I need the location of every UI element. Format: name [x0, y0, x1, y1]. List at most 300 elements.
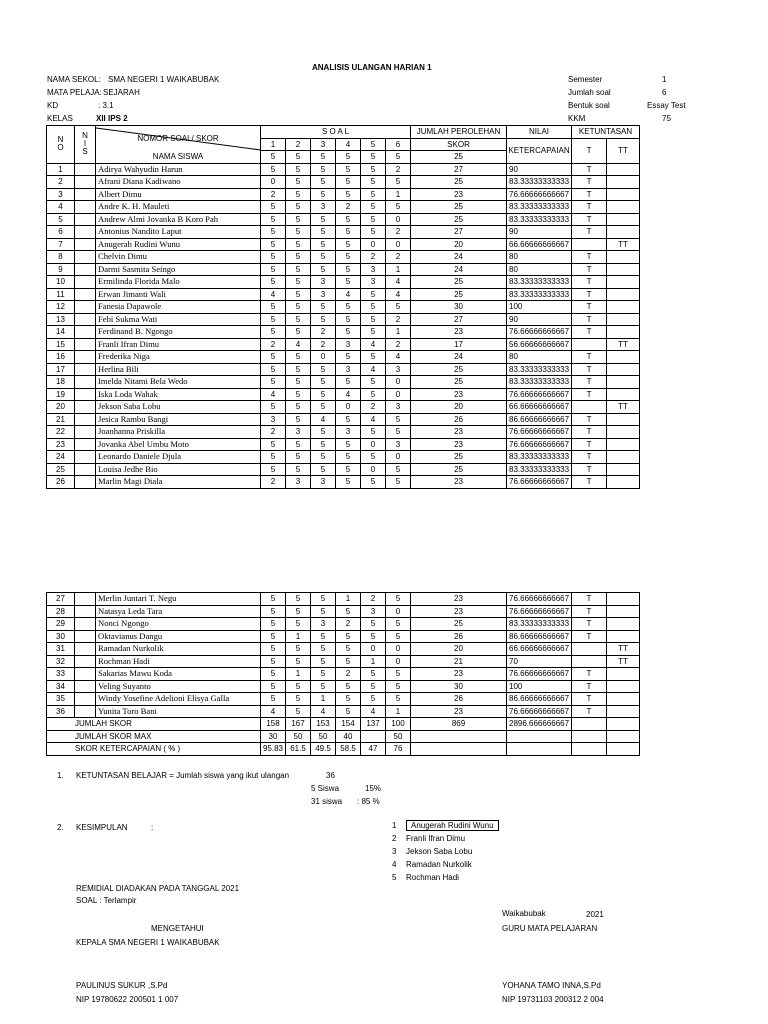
kesimpulan-item	[392, 821, 499, 834]
student-score-5: 5	[361, 326, 386, 339]
student-score-1: 5	[261, 276, 286, 289]
header-row-1	[47, 126, 640, 139]
student-score-6: 1	[386, 326, 411, 339]
student-score-1: 5	[261, 351, 286, 364]
student-tuntas: T	[572, 426, 607, 439]
student-total: 20	[411, 401, 507, 414]
student-score-4: 2	[336, 201, 361, 214]
student-score-6: 4	[386, 351, 411, 364]
student-no: 22	[47, 426, 75, 439]
student-nis	[75, 593, 96, 606]
jumlah-skor-row-label: JUMLAH SKOR	[47, 718, 261, 731]
student-total: 23	[411, 705, 507, 718]
student-score-4: 5	[336, 705, 361, 718]
student-name: Chelvin Dimu	[96, 251, 261, 264]
student-score-4: 3	[336, 363, 361, 376]
semester-label: Semester	[568, 75, 603, 84]
student-nilai: 76.66666666667	[507, 668, 572, 681]
student-score-4: 5	[336, 188, 361, 201]
student-nilai: 76.66666666667	[507, 476, 572, 489]
student-name: Frederika Niga	[96, 351, 261, 364]
header-ketercapaian: KETERCAPAIAN	[507, 138, 572, 163]
student-score-2: 5	[286, 413, 311, 426]
jumlah-max-row	[47, 730, 640, 743]
ketercapaian-row-soal-1: 95.83	[261, 743, 286, 756]
student-score-3: 3	[311, 476, 336, 489]
student-score-1: 5	[261, 438, 286, 451]
student-score-3: 5	[311, 251, 336, 264]
student-tidak-tuntas	[607, 376, 640, 389]
student-tidak-tuntas	[607, 226, 640, 239]
guru-title: GURU MATA PELAJARAN	[502, 924, 598, 933]
student-name: Anugerah Rudini Wunu	[96, 238, 261, 251]
student-total: 25	[411, 463, 507, 476]
student-total: 25	[411, 276, 507, 289]
table-row	[47, 276, 640, 289]
student-total: 26	[411, 693, 507, 706]
soal-number-4: 4	[336, 138, 361, 151]
student-total: 23	[411, 426, 507, 439]
student-nilai: 86.66666666667	[507, 693, 572, 706]
student-nis	[75, 630, 96, 643]
jumlah-max-row-soal-2: 50	[286, 730, 311, 743]
student-total: 27	[411, 226, 507, 239]
student-tidak-tuntas	[607, 705, 640, 718]
student-score-4: 0	[336, 401, 361, 414]
student-score-2: 5	[286, 655, 311, 668]
header-tt: TT	[607, 138, 640, 163]
student-nilai: 76.66666666667	[507, 438, 572, 451]
student-nis	[75, 326, 96, 339]
student-total: 25	[411, 376, 507, 389]
student-score-3: 5	[311, 605, 336, 618]
student-tuntas	[572, 655, 607, 668]
student-score-1: 0	[261, 176, 286, 189]
header-jumlah: JUMLAH PEROLEHAN	[411, 126, 507, 139]
student-tidak-tuntas	[607, 426, 640, 439]
student-score-5: 2	[361, 593, 386, 606]
student-total: 25	[411, 201, 507, 214]
student-score-6: 5	[386, 693, 411, 706]
student-tidak-tuntas	[607, 605, 640, 618]
student-score-1: 5	[261, 163, 286, 176]
student-nis	[75, 451, 96, 464]
student-total: 30	[411, 680, 507, 693]
table-row	[47, 163, 640, 176]
student-no: 16	[47, 351, 75, 364]
student-score-4: 5	[336, 213, 361, 226]
student-name: Adirya Wahyudin Harun	[96, 163, 261, 176]
student-score-6: 5	[386, 476, 411, 489]
student-total: 23	[411, 668, 507, 681]
student-no: 29	[47, 618, 75, 631]
student-score-3: 5	[311, 188, 336, 201]
student-score-3: 4	[311, 413, 336, 426]
student-score-5: 5	[361, 351, 386, 364]
student-no: 18	[47, 376, 75, 389]
kd-label: KD	[47, 101, 59, 110]
student-tidak-tuntas	[607, 351, 640, 364]
student-name: Andre K. H. Mauleti	[96, 201, 261, 214]
student-nis	[75, 351, 96, 364]
student-tuntas: T	[572, 351, 607, 364]
ketercapaian-row-soal-6: 76	[386, 743, 411, 756]
table-row	[47, 226, 640, 239]
student-tidak-tuntas	[607, 388, 640, 401]
ketuntasan-t-percent: : 85 %	[357, 797, 380, 806]
table-row	[47, 605, 640, 618]
table-row	[47, 388, 640, 401]
student-nis	[75, 213, 96, 226]
student-score-3: 5	[311, 680, 336, 693]
student-nis	[75, 163, 96, 176]
student-total: 26	[411, 413, 507, 426]
student-score-5: 3	[361, 605, 386, 618]
table-row	[47, 238, 640, 251]
student-score-6: 1	[386, 188, 411, 201]
kesimpulan-item-no: 2	[392, 834, 397, 843]
table-row	[47, 655, 640, 668]
ketercapaian-row-t	[572, 743, 607, 756]
student-total: 23	[411, 593, 507, 606]
student-score-1: 5	[261, 668, 286, 681]
student-score-4: 5	[336, 680, 361, 693]
student-nis	[75, 643, 96, 656]
jumlah-skor-row	[47, 718, 640, 731]
ketuntasan-t-count: 31 siswa	[311, 797, 343, 806]
student-total: 21	[411, 655, 507, 668]
student-score-6: 5	[386, 413, 411, 426]
student-tuntas: T	[572, 288, 607, 301]
jumlah-soal-label: Jumlah soal	[568, 88, 611, 97]
student-score-2: 5	[286, 251, 311, 264]
table-row	[47, 630, 640, 643]
header-nomor-soal-label: NOMOR SOAL/ SKOR	[137, 133, 219, 143]
student-tuntas: T	[572, 451, 607, 464]
student-score-2: 5	[286, 463, 311, 476]
student-nis	[75, 263, 96, 276]
student-name: Fanesia Dapawole	[96, 301, 261, 314]
student-tuntas: T	[572, 413, 607, 426]
header-ketuntasan: KETUNTASAN	[572, 126, 640, 139]
max-score-4: 5	[336, 151, 361, 164]
student-score-2: 3	[286, 426, 311, 439]
student-score-2: 5	[286, 451, 311, 464]
student-name: Oktavianus Dangu	[96, 630, 261, 643]
student-total: 26	[411, 630, 507, 643]
kesimpulan-item-no: 1	[392, 821, 397, 830]
student-score-6: 0	[386, 451, 411, 464]
student-score-2: 5	[286, 643, 311, 656]
student-score-4: 5	[336, 301, 361, 314]
student-score-3: 0	[311, 351, 336, 364]
student-score-6: 3	[386, 438, 411, 451]
student-total: 24	[411, 351, 507, 364]
student-total: 25	[411, 363, 507, 376]
student-name: Joanhanna Priskilla	[96, 426, 261, 439]
kesimpulan-item	[392, 873, 499, 886]
bentuk-soal-label: Bentuk soal	[568, 101, 610, 110]
student-score-1: 5	[261, 363, 286, 376]
ketercapaian-row-soal-5: 47	[361, 743, 386, 756]
student-score-3: 5	[311, 388, 336, 401]
student-score-5: 5	[361, 301, 386, 314]
student-score-4: 1	[336, 593, 361, 606]
student-no: 12	[47, 301, 75, 314]
student-score-2: 5	[286, 288, 311, 301]
student-nilai: 66.66666666667	[507, 238, 572, 251]
student-nilai: 86.66666666667	[507, 413, 572, 426]
header-nama-siswa: NAMA SISWA	[96, 151, 261, 164]
student-score-4: 5	[336, 476, 361, 489]
student-score-2: 5	[286, 401, 311, 414]
max-score-3: 5	[311, 151, 336, 164]
header-no: N O	[47, 126, 75, 164]
student-score-3: 5	[311, 438, 336, 451]
table-row	[47, 438, 640, 451]
student-score-2: 5	[286, 605, 311, 618]
student-tidak-tuntas: TT	[607, 655, 640, 668]
kesimpulan-item	[392, 847, 499, 860]
student-nilai: 76.66666666667	[507, 188, 572, 201]
table-row	[47, 463, 640, 476]
soal-number-6: 6	[386, 138, 411, 151]
student-no: 13	[47, 313, 75, 326]
header-soal: S O A L	[261, 126, 411, 139]
student-total: 20	[411, 238, 507, 251]
table-row	[47, 301, 640, 314]
student-tidak-tuntas	[607, 693, 640, 706]
student-name: Ermilinda Florida Malo	[96, 276, 261, 289]
student-name: Herlina Bili	[96, 363, 261, 376]
student-score-3: 5	[311, 238, 336, 251]
student-tidak-tuntas	[607, 313, 640, 326]
student-score-4: 5	[336, 251, 361, 264]
student-total: 23	[411, 188, 507, 201]
student-score-5: 0	[361, 238, 386, 251]
student-nis	[75, 176, 96, 189]
student-score-6: 3	[386, 401, 411, 414]
jumlah-max-row-soal-6: 50	[386, 730, 411, 743]
student-score-6: 1	[386, 263, 411, 276]
student-name: Marlin Magi Diala	[96, 476, 261, 489]
student-score-4: 5	[336, 313, 361, 326]
student-tidak-tuntas	[607, 668, 640, 681]
kesimpulan-item	[392, 860, 499, 873]
place: Waikabubak	[502, 909, 546, 918]
table-row	[47, 693, 640, 706]
mapel-label: MATA PELAJA:	[47, 88, 102, 97]
student-score-5: 0	[361, 463, 386, 476]
jumlah-max-row-nilai	[507, 730, 572, 743]
student-score-6: 5	[386, 201, 411, 214]
student-tidak-tuntas	[607, 413, 640, 426]
student-no: 4	[47, 201, 75, 214]
student-score-6: 2	[386, 338, 411, 351]
soal-number-1: 1	[261, 138, 286, 151]
student-name: Veling Suyanto	[96, 680, 261, 693]
student-tuntas: T	[572, 251, 607, 264]
student-score-4: 5	[336, 351, 361, 364]
student-name: Imelda Nitami Bela Wedo	[96, 376, 261, 389]
student-score-5: 5	[361, 693, 386, 706]
student-nilai: 70	[507, 655, 572, 668]
student-no: 2	[47, 176, 75, 189]
student-nis	[75, 413, 96, 426]
student-tuntas: T	[572, 705, 607, 718]
student-score-1: 5	[261, 593, 286, 606]
student-tuntas: T	[572, 226, 607, 239]
student-score-3: 5	[311, 451, 336, 464]
student-tuntas: T	[572, 668, 607, 681]
student-nilai: 86.66666666667	[507, 630, 572, 643]
soal-number-3: 3	[311, 138, 336, 151]
table-row	[47, 351, 640, 364]
jumlah-skor-row-soal-6: 100	[386, 718, 411, 731]
student-score-5: 3	[361, 276, 386, 289]
jumlah-soal-value: 6	[662, 88, 667, 97]
jumlah-skor-row-tt	[607, 718, 640, 731]
ketercapaian-row-soal-3: 49.5	[311, 743, 336, 756]
student-score-6: 5	[386, 668, 411, 681]
max-score-1: 5	[261, 151, 286, 164]
student-score-4: 3	[336, 426, 361, 439]
student-score-6: 2	[386, 251, 411, 264]
student-score-3: 5	[311, 301, 336, 314]
ketuntasan-label: KETUNTASAN BELAJAR = Jumlah siswa yang ikut ulangan	[76, 771, 290, 780]
student-score-1: 5	[261, 213, 286, 226]
jumlah-max-row-tt	[607, 730, 640, 743]
student-nilai: 76.66666666667	[507, 388, 572, 401]
student-score-2: 1	[286, 630, 311, 643]
student-score-4: 5	[336, 438, 361, 451]
student-tuntas: T	[572, 438, 607, 451]
student-total: 23	[411, 388, 507, 401]
table-row	[47, 426, 640, 439]
student-tidak-tuntas	[607, 188, 640, 201]
table-row	[47, 338, 640, 351]
student-score-1: 5	[261, 680, 286, 693]
ketuntasan-tt-count: 5 Siswa	[311, 784, 340, 793]
jumlah-max-row-t	[572, 730, 607, 743]
student-score-6: 2	[386, 313, 411, 326]
jumlah-skor-row-t	[572, 718, 607, 731]
student-no: 1	[47, 163, 75, 176]
kkm-label: KKM	[568, 114, 586, 123]
student-score-5: 5	[361, 213, 386, 226]
student-nilai: 83.33333333333	[507, 276, 572, 289]
student-nilai: 83.33333333333	[507, 451, 572, 464]
kesimpulan-list	[392, 821, 499, 886]
student-score-6: 5	[386, 680, 411, 693]
table-row	[47, 680, 640, 693]
student-tuntas: T	[572, 680, 607, 693]
kepala-name: PAULINUS SUKUR ,S.Pd	[76, 981, 168, 990]
student-nilai: 83.33333333333	[507, 176, 572, 189]
student-tidak-tuntas	[607, 451, 640, 464]
student-nilai: 76.66666666667	[507, 326, 572, 339]
student-no: 25	[47, 463, 75, 476]
student-nis	[75, 655, 96, 668]
student-tidak-tuntas	[607, 680, 640, 693]
student-tidak-tuntas	[607, 176, 640, 189]
skor-max: 25	[411, 151, 507, 164]
table-row	[47, 668, 640, 681]
student-no: 31	[47, 643, 75, 656]
header-nis: N I S	[75, 126, 96, 164]
student-score-1: 5	[261, 326, 286, 339]
student-no: 11	[47, 288, 75, 301]
kesimpulan-item-no: 5	[392, 873, 397, 882]
student-score-2: 5	[286, 276, 311, 289]
student-nis	[75, 313, 96, 326]
student-nilai: 83.33333333333	[507, 213, 572, 226]
student-score-2: 5	[286, 176, 311, 189]
header-nilai: NILAI	[507, 126, 572, 139]
student-tidak-tuntas	[607, 593, 640, 606]
student-nilai: 90	[507, 163, 572, 176]
student-score-6: 5	[386, 426, 411, 439]
student-no: 30	[47, 630, 75, 643]
page-title: ANALISIS ULANGAN HARIAN 1	[312, 63, 432, 72]
student-score-6: 5	[386, 176, 411, 189]
student-score-1: 2	[261, 188, 286, 201]
kesimpulan-item-name: Jekson Saba Lobu	[406, 847, 473, 856]
student-score-2: 5	[286, 438, 311, 451]
ketuntasan-count: 36	[326, 771, 335, 780]
ketercapaian-row	[47, 743, 640, 756]
jumlah-max-row-total	[411, 730, 507, 743]
student-name: Erwan Jimanti Wali	[96, 288, 261, 301]
student-score-3: 3	[311, 288, 336, 301]
student-tidak-tuntas: TT	[607, 338, 640, 351]
student-score-1: 5	[261, 301, 286, 314]
student-nis	[75, 388, 96, 401]
student-nis	[75, 251, 96, 264]
student-score-2: 5	[286, 388, 311, 401]
jumlah-skor-row-soal-5: 137	[361, 718, 386, 731]
student-nilai: 80	[507, 351, 572, 364]
student-score-3: 2	[311, 326, 336, 339]
student-tidak-tuntas	[607, 326, 640, 339]
student-no: 33	[47, 668, 75, 681]
student-score-1: 5	[261, 605, 286, 618]
student-tidak-tuntas	[607, 276, 640, 289]
student-score-1: 2	[261, 476, 286, 489]
kepala-title: KEPALA SMA NEGERI 1 WAIKABUBAK	[76, 938, 220, 947]
student-tidak-tuntas	[607, 213, 640, 226]
student-score-4: 5	[336, 226, 361, 239]
student-nis	[75, 438, 96, 451]
student-nis	[75, 605, 96, 618]
student-score-3: 3	[311, 276, 336, 289]
student-score-3: 5	[311, 313, 336, 326]
table-row	[47, 213, 640, 226]
student-score-1: 5	[261, 693, 286, 706]
student-score-5: 4	[361, 705, 386, 718]
student-score-4: 5	[336, 263, 361, 276]
student-name: Andrew Almi Jovanka B Koro Pah	[96, 213, 261, 226]
student-name: Windy Yosefine Adelioni Elisya Galla	[96, 693, 261, 706]
student-tidak-tuntas	[607, 163, 640, 176]
student-score-6: 4	[386, 288, 411, 301]
student-nis	[75, 301, 96, 314]
kelas-label: KELAS	[47, 114, 73, 123]
student-score-3: 5	[311, 643, 336, 656]
student-score-1: 4	[261, 388, 286, 401]
student-score-3: 5	[311, 630, 336, 643]
student-score-2: 5	[286, 301, 311, 314]
